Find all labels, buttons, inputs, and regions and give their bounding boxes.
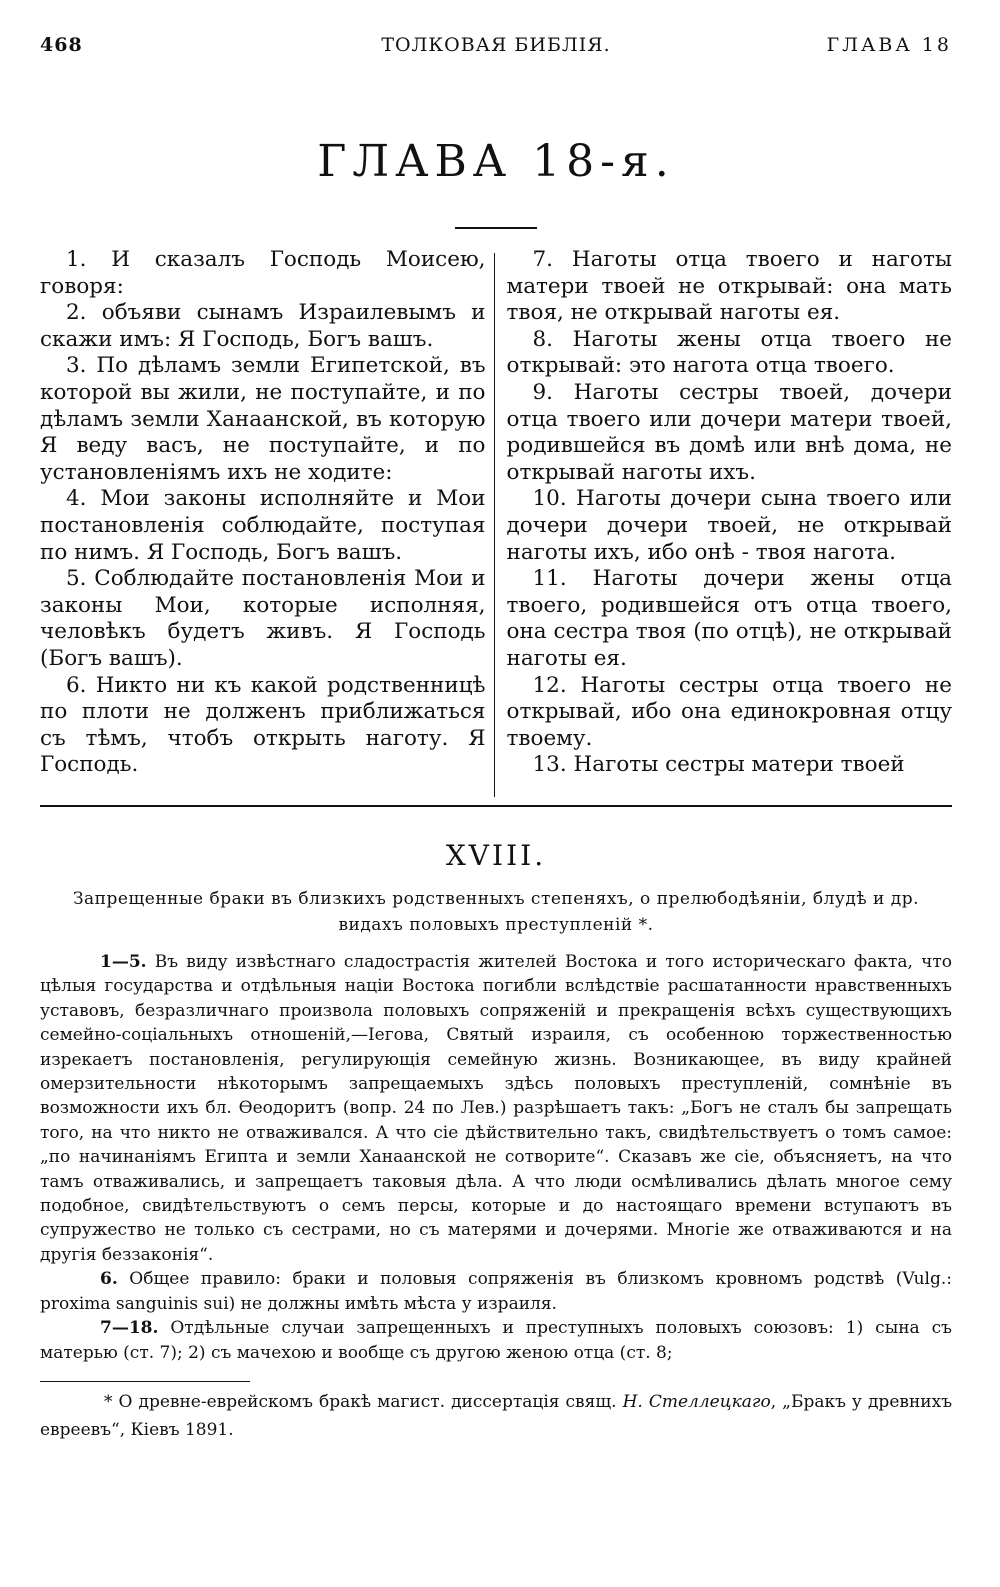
verse: 6. Никто ни къ какой родственницѣ по плоти не долженъ приближаться съ тѣмъ, чтобъ открыть наготу. Я Господь. xyxy=(40,672,486,778)
verse: 7. Наготы отца твоего и наготы матери твоей не открывай: она мать твоя, не открывай наготы ея. xyxy=(506,247,952,326)
verse: 4. Мои законы исполняйте и Мои постановленія соблюдайте, поступая по нимъ. Я Господь, Богъ вашъ. xyxy=(40,486,486,565)
verse-reference: 7—18. xyxy=(100,1318,159,1339)
verse: 11. Наготы дочери жены отца твоего, родившейся отъ отца твоего, она сестра твоя (по отцѣ), не открывай наготы ея. xyxy=(506,566,952,671)
commentary-text: Общее правило: браки и половыя сопряженія въ близкомъ кровномъ родствѣ (Vulg.: proxima sanguinis sui) не должны имѣть мѣста у израиля. xyxy=(40,1269,953,1314)
footnote-suffix: , „Бракъ у древнихъ евреевъ“, Кіевъ 1891. xyxy=(40,1391,953,1440)
page xyxy=(40,28,952,1444)
verse: 13. Наготы сестры матери твоей xyxy=(532,752,905,778)
verse: 10. Наготы дочери сына твоего или дочери дочери твоей, не открывай наготы ихъ, ибо онѣ - твоя нагота. xyxy=(506,486,952,565)
verse: 9. Наготы сестры твоей, дочери отца твоего или дочери матери твоей, родившейся въ домѣ или внѣ дома, не открывай наготы ихъ. xyxy=(506,379,952,485)
running-head xyxy=(40,28,952,64)
commentary-paragraph xyxy=(40,1267,952,1316)
footnote-rule xyxy=(40,1381,250,1382)
commentary-text: Въ виду извѣстнаго сладострастія жителей Востока и того историческаго факта, что цѣлыя государства и отдѣльныя націи Востока погибли вслѣдствіе расшатанности нравственныхъ уставовъ, безразличнаго произвола половыхъ сопряженій и прекращенія всѣхъ существующихъ семейно-соціальныхъ отношеній,—Іегова, Святый израиля, съ особенною торжественностью изрекаетъ постановленія, регулирующія семейную жизнь. Возникающее, въ виду крайней омерзительности нѣкоторымъ запрещаемыхъ здѣсь половыхъ преступленій, сомнѣніе въ возможности ихъ бл. Ѳеодоритъ (вопр. 24 по Лев.) разрѣшаетъ такъ: „Богъ не сталъ бы запрещать того, на что никто не отваживался. А что сіе дѣйствительно такъ, свидѣтельствуетъ о томъ самое: „по начинаніямъ Египта и земли Ханаанской не сотворите“. Сказавъ же сіе, объясняетъ, на что тамъ отваживались, и запрещаетъ таковыя дѣла. А что люди осмѣливались дѣлать многое сему подобное, свидѣтельствуютъ о семъ персы, которые и до настоящаго времени вступаютъ въ супружество не только съ сестрами, но съ матерями и дочерями. Многіе же отваживаются и на другія беззаконія“. xyxy=(40,952,952,1265)
footnote-author: Н. Стеллецкаго xyxy=(622,1391,771,1412)
commentary xyxy=(40,950,952,1365)
section-subtitle: Запрещенные браки въ близкихъ родственныхъ степеняхъ, о прелюбодѣяніи, блудѣ и др. видахъ половыхъ преступленій *. xyxy=(72,889,920,935)
commentary-paragraph xyxy=(40,950,952,1267)
page-number: 468 xyxy=(40,34,83,56)
commentary-text: Отдѣльные случаи запрещенныхъ и преступныхъ половыхъ союзовъ: 1) сына съ матерью (ст. 7); 2) съ мачехою и вообще съ другою женою отца (ст. 8; xyxy=(40,1318,952,1363)
commentary-paragraph xyxy=(40,1316,952,1365)
verse: 5. Соблюдайте постановленія Мои и законы Мои, которые исполняя, человѣкъ будетъ живъ. Я Господь (Богъ вашъ). xyxy=(40,566,486,671)
left-column xyxy=(40,247,494,797)
footnote-prefix: * О древне-еврейскомъ бракѣ магист. диссертація свящ. xyxy=(104,1391,617,1412)
verse: 2. объяви сынамъ Израилевымъ и скажи имъ: Я Господь, Богъ вашъ. xyxy=(40,300,486,352)
chapter-title: ГЛАВА 18-я. xyxy=(317,136,675,187)
verse-reference: 1—5. xyxy=(100,952,147,972)
verse: 3. По дѣламъ земли Египетской, въ которой вы жили, не поступайте, и по дѣламъ земли Ханаанской, въ которую Я веду васъ, не поступайте, и по установленіямъ ихъ не ходите: xyxy=(40,353,486,485)
book-title: ТОЛКОВАЯ БИБЛІЯ. xyxy=(381,34,611,56)
section-number: XVIII. xyxy=(445,839,547,872)
chapter-label: ГЛАВА 18 xyxy=(826,34,952,56)
verse: 1. И сказалъ Господь Моисею, говоря: xyxy=(40,247,486,299)
columns-bottom-rule xyxy=(40,805,952,807)
scripture-columns xyxy=(40,247,952,797)
footnote xyxy=(40,1388,952,1444)
title-rule xyxy=(455,227,537,229)
verse: 12. Наготы сестры отца твоего не открывай, ибо она единокровная отцу твоему. xyxy=(506,672,952,751)
right-column xyxy=(495,247,953,797)
verse-reference: 6. xyxy=(100,1269,118,1290)
verse: 8. Наготы жены отца твоего не открывай: это нагота отца твоего. xyxy=(506,326,952,379)
